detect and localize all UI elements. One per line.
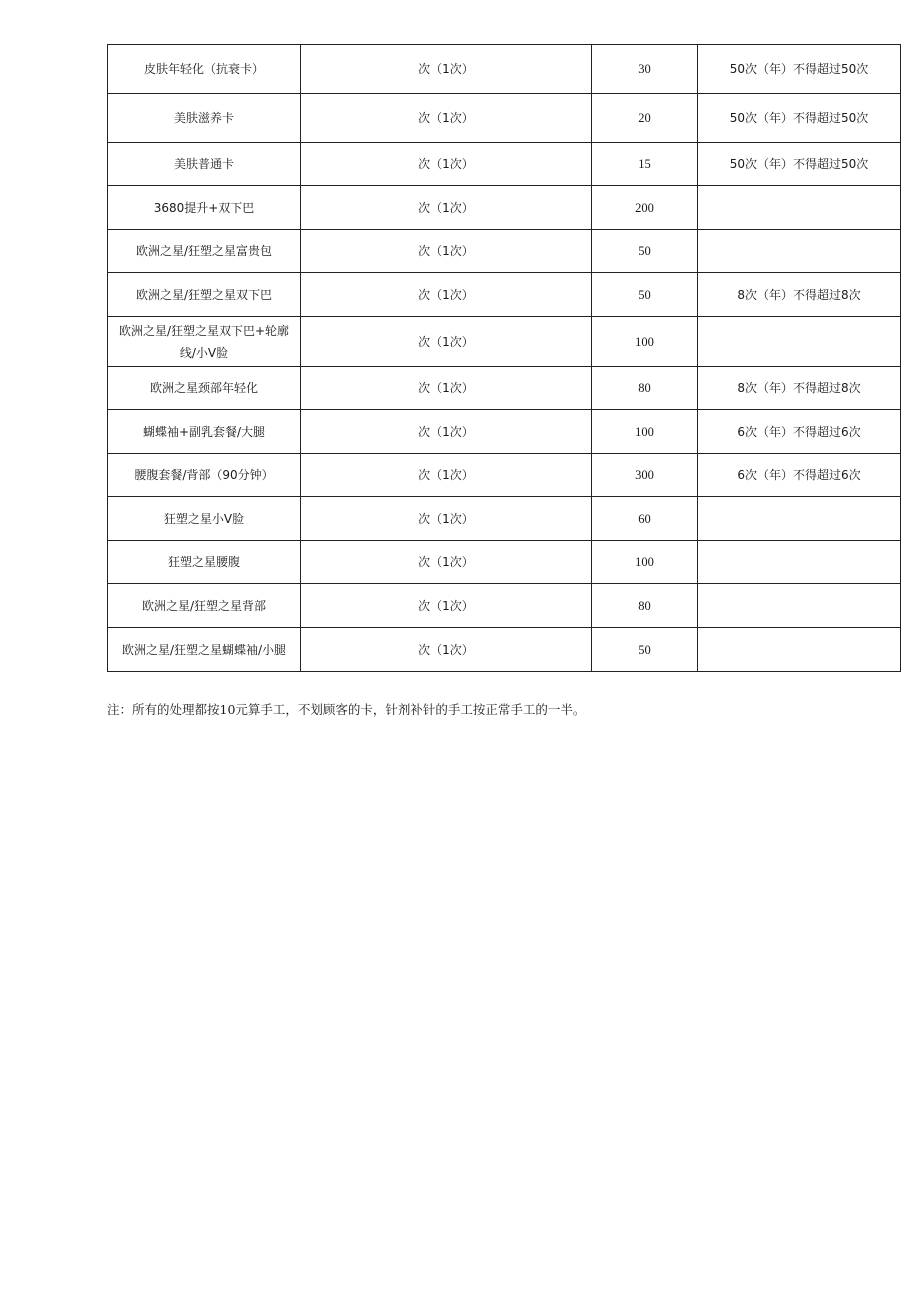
limit-cell: 8次（年）不得超过8次 xyxy=(698,273,901,317)
fee-cell: 50 xyxy=(592,230,698,273)
item-cell: 蝴蝶袖+副乳套餐/大腿 xyxy=(108,410,301,454)
table-row xyxy=(108,94,901,143)
service-fee-table xyxy=(107,44,901,672)
fee-cell: 300 xyxy=(592,454,698,497)
fee-cell: 20 xyxy=(592,94,698,143)
unit-cell: 次（1次） xyxy=(301,230,592,273)
limit-cell: 50次（年）不得超过50次 xyxy=(698,94,901,143)
limit-cell xyxy=(698,317,901,367)
item-cell: 美肤滋养卡 xyxy=(108,94,301,143)
limit-cell: 50次（年）不得超过50次 xyxy=(698,45,901,94)
limit-cell xyxy=(698,186,901,230)
unit-cell: 次（1次） xyxy=(301,143,592,186)
limit-cell xyxy=(698,541,901,584)
fee-cell: 80 xyxy=(592,367,698,410)
item-cell: 欧洲之星/狂塑之星背部 xyxy=(108,584,301,628)
item-cell: 欧洲之星/狂塑之星双下巴 xyxy=(108,273,301,317)
footnote: 注：所有的处理都按10元算手工，不划顾客的卡，针剂补针的手工按正常手工的一半。 xyxy=(107,702,586,717)
fee-cell: 15 xyxy=(592,143,698,186)
limit-cell: 8次（年）不得超过8次 xyxy=(698,367,901,410)
fee-cell: 60 xyxy=(592,497,698,541)
item-cell: 欧洲之星/狂塑之星富贵包 xyxy=(108,230,301,273)
unit-cell: 次（1次） xyxy=(301,94,592,143)
item-cell: 狂塑之星腰腹 xyxy=(108,541,301,584)
fee-cell: 50 xyxy=(592,628,698,672)
unit-cell: 次（1次） xyxy=(301,628,592,672)
unit-cell: 次（1次） xyxy=(301,497,592,541)
table-row xyxy=(108,628,901,672)
fee-cell: 200 xyxy=(592,186,698,230)
item-cell: 3680提升+双下巴 xyxy=(108,186,301,230)
limit-cell xyxy=(698,584,901,628)
limit-cell xyxy=(698,497,901,541)
limit-cell: 6次（年）不得超过6次 xyxy=(698,454,901,497)
unit-cell: 次（1次） xyxy=(301,45,592,94)
fee-cell: 80 xyxy=(592,584,698,628)
item-cell: 美肤普通卡 xyxy=(108,143,301,186)
limit-cell xyxy=(698,230,901,273)
table-row xyxy=(108,497,901,541)
limit-cell xyxy=(698,628,901,672)
table-row xyxy=(108,584,901,628)
limit-cell: 6次（年）不得超过6次 xyxy=(698,410,901,454)
item-cell: 欧洲之星颈部年轻化 xyxy=(108,367,301,410)
table-row xyxy=(108,454,901,497)
unit-cell: 次（1次） xyxy=(301,410,592,454)
table-row xyxy=(108,410,901,454)
unit-cell: 次（1次） xyxy=(301,317,592,367)
table-row xyxy=(108,45,901,94)
table-row xyxy=(108,367,901,410)
unit-cell: 次（1次） xyxy=(301,541,592,584)
table-row xyxy=(108,317,901,367)
fee-cell: 50 xyxy=(592,273,698,317)
unit-cell: 次（1次） xyxy=(301,584,592,628)
table-row xyxy=(108,230,901,273)
limit-cell: 50次（年）不得超过50次 xyxy=(698,143,901,186)
item-cell: 欧洲之星/狂塑之星双下巴+轮廓线/小V脸 xyxy=(108,317,301,367)
unit-cell: 次（1次） xyxy=(301,273,592,317)
fee-cell: 100 xyxy=(592,541,698,584)
table-row xyxy=(108,143,901,186)
fee-cell: 100 xyxy=(592,317,698,367)
unit-cell: 次（1次） xyxy=(301,454,592,497)
table-row xyxy=(108,186,901,230)
table-row xyxy=(108,273,901,317)
item-cell: 皮肤年轻化（抗衰卡） xyxy=(108,45,301,94)
fee-cell: 30 xyxy=(592,45,698,94)
unit-cell: 次（1次） xyxy=(301,367,592,410)
item-cell: 狂塑之星小V脸 xyxy=(108,497,301,541)
fee-cell: 100 xyxy=(592,410,698,454)
item-cell: 欧洲之星/狂塑之星蝴蝶袖/小腿 xyxy=(108,628,301,672)
table-row xyxy=(108,541,901,584)
item-cell: 腰腹套餐/背部（90分钟） xyxy=(108,454,301,497)
unit-cell: 次（1次） xyxy=(301,186,592,230)
